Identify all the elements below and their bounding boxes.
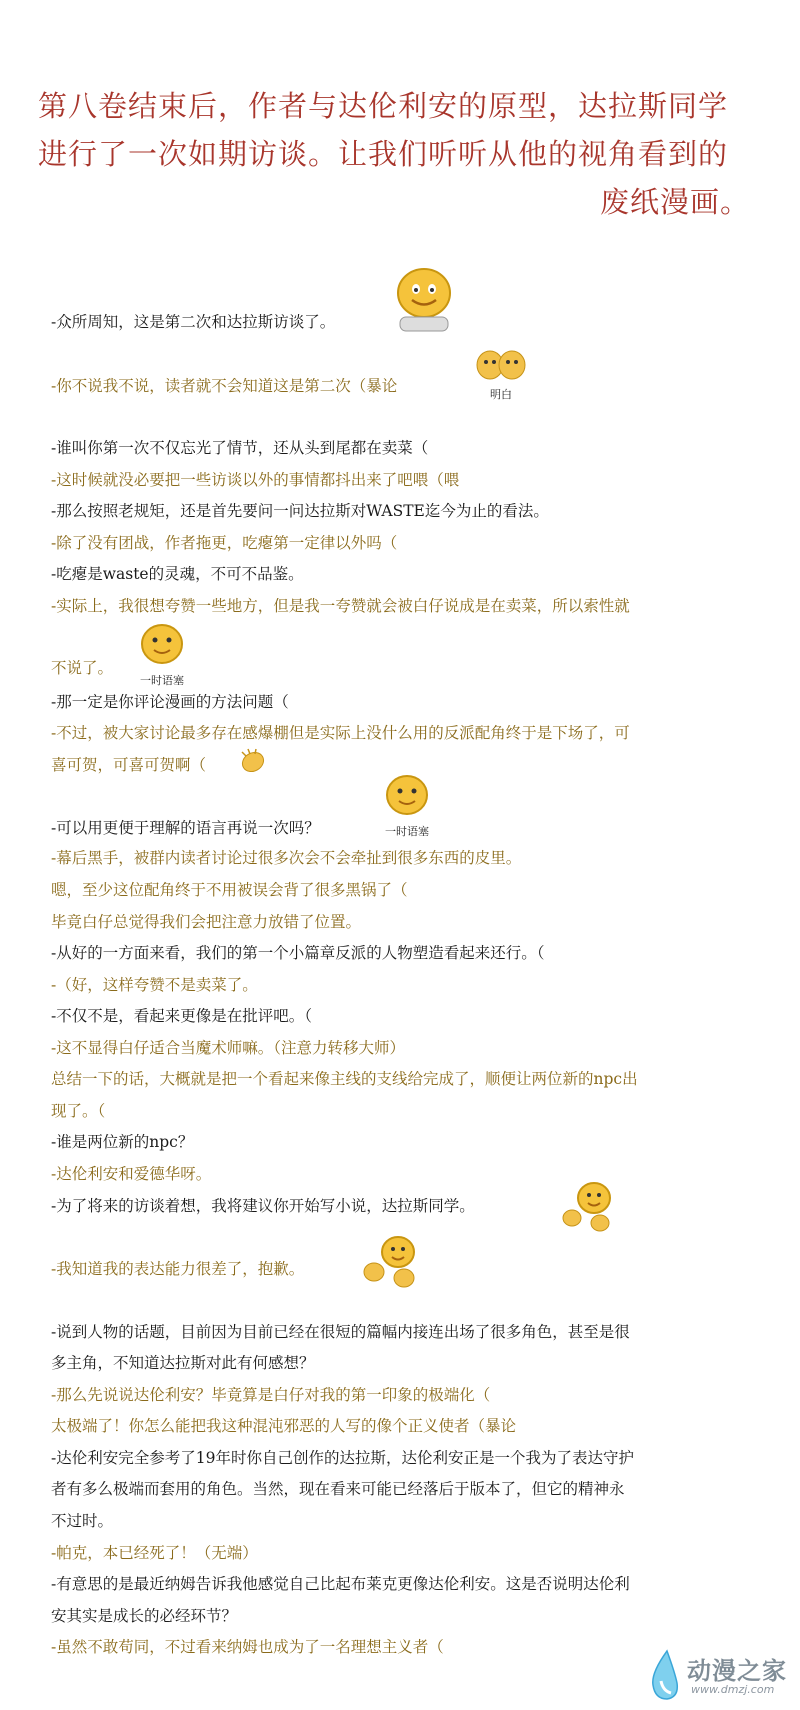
dialogue-line: -从好的一方面来看，我们的第一个小篇章反派的人物塑造看起来还行。（ — [51, 944, 545, 962]
dialogue-line: -那么按照老规矩，还是首先要问一问达拉斯对WASTE迄今为止的看法。 — [51, 502, 549, 520]
intro-line-2: 进行了一次如期访谈。让我们听听从他的视角看到的 — [38, 137, 729, 171]
clapping-hands-icon — [472, 348, 530, 382]
mingbai-sticker — [472, 348, 530, 402]
dialogue-line: -可以用更便于理解的语言再说一次吗？ — [51, 819, 320, 837]
dialogue-line: 喜可贺，可喜可贺啊（ — [51, 756, 207, 774]
smiley-face-sticker — [392, 265, 456, 335]
dialogue-line: -说到人物的话题，目前因为目前已经在很短的篇幅内接连出场了很多角色，甚至是很 — [51, 1323, 630, 1341]
dialogue-line: 嗯，至少这位配角终于不用被误会背了很多黑锅了（ — [51, 881, 408, 899]
yishiyusai-sticker — [134, 622, 190, 688]
dialogue-line: 不说了。 — [51, 659, 114, 677]
sticker-caption: 一时语塞 — [385, 825, 429, 838]
waving-smiley-icon — [560, 1178, 618, 1234]
dialogue-line: -那一定是你评论漫画的方法问题（ — [51, 693, 289, 711]
intro-line-1: 第八卷结束后，作者与达伦利安的原型，达拉斯同学 — [38, 89, 729, 123]
dialogue-line: 多主角，不知道达拉斯对此有何感想？ — [51, 1354, 315, 1372]
speechless-face-icon — [134, 622, 190, 668]
dialogue-line: -帕克，本已经死了！（无端） — [51, 1544, 258, 1562]
dialogue-line: -不仅不是，看起来更像是在批评吧。（ — [51, 1007, 312, 1025]
dialogue-line: -谁是两位新的npc？ — [51, 1133, 194, 1151]
sticker-caption: 一时语塞 — [140, 674, 184, 687]
bowing-smiley-icon — [360, 1232, 422, 1290]
dialogue-line: -幕后黑手，被群内读者讨论过很多次会不会牵扯到很多东西的皮里。 — [51, 849, 522, 867]
logo-url: www.dmzj.com — [691, 1683, 775, 1696]
dialogue-line: 安其实是成长的必经环节？ — [51, 1607, 238, 1625]
intro-heading — [38, 82, 750, 226]
dialogue-line: -为了将来的访谈着想，我将建议你开始写小说，达拉斯同学。 — [51, 1197, 475, 1215]
water-drop-logo-icon — [645, 1649, 683, 1701]
dialogue-line: -我知道我的表达能力很差了，抱歉。 — [51, 1260, 305, 1278]
dialogue-line: -达伦利安完全参考了19年时你自己创作的达拉斯，达伦利安正是一个我为了表达守护 — [51, 1449, 634, 1467]
sticker-caption: 明白 — [490, 388, 512, 401]
dialogue-line: -众所周知，这是第二次和达拉斯访谈了。 — [51, 313, 336, 331]
dialogue-line: -实际上，我很想夸赞一些地方，但是我一夸赞就会被白仔说成是在卖菜，所以索性就 — [51, 597, 630, 615]
dialogue-line: -除了没有团战，作者拖更，吃瘪第一定律以外吗（ — [51, 534, 398, 552]
dialogue-line: 毕竟白仔总觉得我们会把注意力放错了位置。 — [51, 913, 362, 931]
dialogue-line: -吃瘪是waste的灵魂，不可不品鉴。 — [51, 565, 304, 583]
dialogue-line: 现了。（ — [51, 1102, 106, 1120]
dialogue-line: -（好，这样夸赞不是卖菜了。 — [51, 976, 258, 994]
intro-line-3: 废纸漫画。 — [599, 185, 750, 219]
dialogue-line: 者有多么极端而套用的角色。当然，现在看来可能已经落后于版本了，但它的精神永 — [51, 1480, 625, 1498]
dialogue-line: -那么先说说达伦利安？毕竟算是白仔对我的第一印象的极端化（ — [51, 1386, 491, 1404]
dialogue-line: 不过时。 — [51, 1512, 114, 1530]
dialogue-line: -这时候就没必要把一些访谈以外的事情都抖出来了吧喂（喂 — [51, 471, 460, 489]
dialogue-line: 太极端了！你怎么能把我这种混沌邪恶的人写的像个正义使者（暴论 — [51, 1417, 517, 1435]
dialogue-line: -虽然不敢苟同，不过看来纳姆也成为了一名理想主义者（ — [51, 1638, 444, 1656]
dialogue-line: -不过，被大家讨论最多存在感爆棚但是实际上没什么用的反派配角终于是下场了，可 — [51, 724, 630, 742]
dialogue-line: -谁叫你第一次不仅忘光了情节，还从头到尾都在卖菜（ — [51, 439, 429, 457]
speechless-face-icon — [378, 773, 436, 819]
logo-name: 动漫之家 — [687, 1657, 787, 1685]
yishiyusai-sticker — [378, 773, 436, 839]
dmzj-logo — [645, 1645, 795, 1705]
dialogue-line: 总结一下的话，大概就是把一个看起来像主线的支线给完成了，顺便让两位新的npc出 — [51, 1070, 638, 1088]
dialogue-line: -达伦利安和爱德华呀。 — [51, 1165, 212, 1183]
clapping-hand-icon — [238, 748, 268, 776]
dialogue-line: -你不说我不说，读者就不会知道这是第二次（暴论 — [51, 377, 398, 395]
dialogue-line: -这不显得白仔适合当魔术师嘛。（注意力转移大师） — [51, 1039, 405, 1057]
dialogue-line: -有意思的是最近纳姆告诉我他感觉自己比起布莱克更像达伦利安。这是否说明达伦利 — [51, 1575, 630, 1593]
